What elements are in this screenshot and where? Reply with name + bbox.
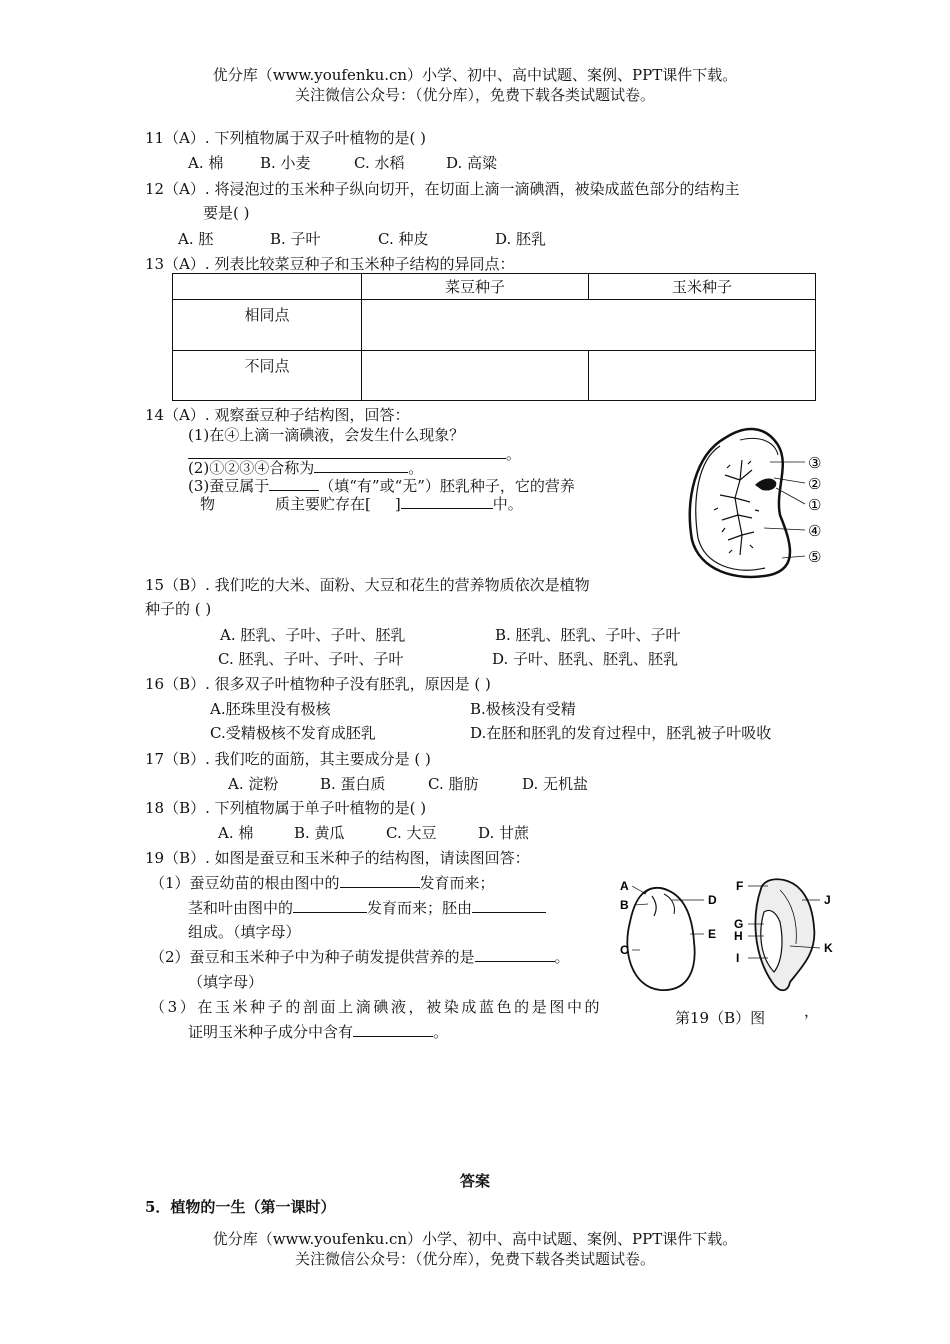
label-1: ① bbox=[808, 497, 822, 514]
label-f: F bbox=[736, 879, 744, 893]
broad-bean-seed-diagram bbox=[680, 420, 840, 585]
q14-part-3-line-2: 物 质主要贮存在[ ] 中。 bbox=[200, 495, 523, 513]
label-2: ② bbox=[808, 476, 822, 493]
answer-blank[interactable] bbox=[401, 493, 493, 509]
label-h: H bbox=[734, 929, 743, 943]
table-cell-diff-bean[interactable] bbox=[362, 351, 589, 401]
q18-option-c: C. 大豆 bbox=[386, 824, 437, 842]
table-row-differences: 不同点 bbox=[173, 351, 362, 401]
q19-part-2-line-2: （填字母） bbox=[188, 973, 264, 991]
table-row-similarities: 相同点 bbox=[173, 300, 362, 351]
answer-blank[interactable] bbox=[293, 897, 367, 913]
bean-seed-outline bbox=[627, 888, 694, 990]
label-d: D bbox=[708, 893, 717, 907]
label-3: ③ bbox=[808, 455, 822, 472]
q11-option-a: A. 棉 bbox=[188, 154, 224, 172]
q11-stem: 11（A）. 下列植物属于双子叶植物的是( ) bbox=[145, 129, 426, 147]
answer-blank[interactable] bbox=[314, 457, 408, 473]
q19-part-3: （3）在玉米种子的剖面上滴碘液，被染成蓝色的是图中的 bbox=[150, 998, 603, 1016]
q16-option-b: B.极核没有受精 bbox=[470, 700, 576, 718]
label-c: C bbox=[620, 943, 629, 957]
table-header-corn: 玉米种子 bbox=[589, 274, 816, 300]
answers-section: 5．植物的一生（第一课时） bbox=[145, 1198, 336, 1216]
table-cell-similarities[interactable] bbox=[362, 300, 816, 351]
answer-blank[interactable] bbox=[472, 897, 546, 913]
header-line-2: 关注微信公众号：（优分库），免费下载各类试题试卷。 bbox=[294, 86, 655, 104]
radicle-shape bbox=[755, 478, 776, 490]
q14-part-1: (1)在④上滴一滴碘液，会发生什么现象？ bbox=[188, 426, 465, 444]
diagram-labels bbox=[808, 455, 821, 566]
q17-option-a: A. 淀粉 bbox=[228, 775, 279, 793]
bean-radicle bbox=[664, 894, 675, 914]
answer-blank[interactable] bbox=[475, 946, 555, 962]
answers-title: 答案 bbox=[459, 1172, 490, 1190]
q14-part-3: (3)蚕豆属于 （填“有”或“无”）胚乳种子，它的营养 bbox=[188, 477, 575, 495]
footer-line-1: 优分库（www.youfenku.cn）小学、初中、高中试题、案例、PPT课件下载。 bbox=[212, 1230, 738, 1248]
q12-option-c: C. 种皮 bbox=[378, 230, 429, 248]
q18-stem: 18（B）. 下列植物属于单子叶植物的是( ) bbox=[145, 799, 427, 817]
q16-option-d: D.在胚和胚乳的发育过程中，胚乳被子叶吸收 bbox=[470, 724, 772, 742]
q19-part-3-comma: ， bbox=[804, 1002, 820, 1020]
q14-part-1-answer: 。 bbox=[188, 443, 521, 464]
q19-part-2: （2）蚕豆和玉米种子中为种子萌发提供营养的是 。 bbox=[150, 948, 570, 966]
table-header-kidney-bean: 菜豆种子 bbox=[362, 274, 589, 300]
cotyledon-veins bbox=[714, 460, 759, 555]
figure-caption: 第19（B）图 bbox=[675, 1009, 766, 1027]
label-j: J bbox=[824, 893, 831, 907]
q15-option-b: B. 胚乳、胚乳、子叶、子叶 bbox=[495, 626, 681, 644]
answer-blank[interactable] bbox=[353, 1021, 433, 1037]
q18-option-a: A. 棉 bbox=[218, 824, 254, 842]
q19-part-1: （1）蚕豆幼苗的根由图中的 发育而来； bbox=[150, 874, 495, 892]
q12-option-b: B. 子叶 bbox=[270, 230, 321, 248]
q12-stem: 12（A）. 将浸泡过的玉米种子纵向切开，在切面上滴一滴碘酒，被染成蓝色部分的结构主 bbox=[145, 180, 740, 198]
label-4: ④ bbox=[808, 523, 822, 540]
label-k: K bbox=[824, 941, 833, 955]
q17-option-b: B. 蛋白质 bbox=[320, 775, 386, 793]
q11-option-c: C. 水稻 bbox=[354, 154, 405, 172]
q19-part-1-line-2: 茎和叶由图中的 发育而来；胚由 bbox=[188, 897, 546, 918]
q19-part-3-line-2: 证明玉米种子成分中含有 。 bbox=[188, 1023, 449, 1041]
label-5: ⑤ bbox=[808, 549, 822, 566]
q14-stem: 14（A）. 观察蚕豆种子结构图，回答： bbox=[145, 406, 410, 424]
q18-option-b: B. 黄瓜 bbox=[294, 824, 345, 842]
q16-option-c: C.受精极核不发育成胚乳 bbox=[210, 724, 376, 742]
header-line-1: 优分库（www.youfenku.cn）小学、初中、高中试题、案例、PPT课件下载。 bbox=[212, 66, 738, 84]
label-g: G bbox=[734, 917, 744, 931]
q15-option-d: D. 子叶、胚乳、胚乳、胚乳 bbox=[492, 650, 679, 668]
bean-and-corn-seed-diagram bbox=[612, 872, 842, 997]
table-cell-diff-corn[interactable] bbox=[589, 351, 816, 401]
table-header-empty bbox=[173, 274, 362, 300]
q17-option-c: C. 脂肪 bbox=[428, 775, 479, 793]
q15-option-c: C. 胚乳、子叶、子叶、子叶 bbox=[218, 650, 404, 668]
label-a: A bbox=[620, 879, 629, 893]
q12-option-d: D. 胚乳 bbox=[495, 230, 547, 248]
q17-stem: 17（B）. 我们吃的面筋，其主要成分是 ( ) bbox=[145, 750, 431, 768]
q19-part-1-line-3: 组成。（填字母） bbox=[188, 923, 301, 941]
q15-option-a: A. 胚乳、子叶、子叶、胚乳 bbox=[220, 626, 406, 644]
plumule-outline bbox=[740, 438, 778, 455]
q13-stem: 13（A）. 列表比较菜豆种子和玉米种子结构的异同点： bbox=[145, 255, 515, 273]
bean-hypocotyl bbox=[652, 896, 656, 916]
label-e: E bbox=[708, 927, 717, 941]
answer-blank[interactable] bbox=[340, 872, 420, 888]
q16-stem: 16（B）. 很多双子叶植物种子没有胚乳，原因是 ( ) bbox=[145, 675, 491, 693]
q19-stem: 19（B）. 如图是蚕豆和玉米种子的结构图，请读图回答： bbox=[145, 849, 530, 867]
label-b: B bbox=[620, 898, 629, 912]
q11-option-d: D. 高粱 bbox=[446, 154, 498, 172]
label-i: I bbox=[736, 951, 740, 965]
corn-seed bbox=[734, 879, 833, 990]
q12-option-a: A. 胚 bbox=[178, 230, 214, 248]
q18-option-d: D. 甘蔗 bbox=[478, 824, 530, 842]
q15-stem: 15（B）. 我们吃的大米、面粉、大豆和花生的营养物质依次是植物 bbox=[145, 576, 590, 594]
comparison-table bbox=[172, 273, 816, 401]
q14-part-2: (2)①②③④合称为 。 bbox=[188, 459, 424, 477]
q12-stem-2: 要是( ) bbox=[203, 204, 250, 222]
footer-line-2: 关注微信公众号：（优分库），免费下载各类试题试卷。 bbox=[294, 1250, 655, 1268]
q16-option-a: A.胚珠里没有极核 bbox=[210, 700, 331, 718]
label-lines bbox=[764, 462, 805, 558]
answer-blank[interactable] bbox=[269, 475, 319, 491]
bean-seed bbox=[620, 879, 717, 990]
q15-stem-2: 种子的 ( ) bbox=[145, 600, 212, 618]
q17-option-d: D. 无机盐 bbox=[522, 775, 589, 793]
q11-option-b: B. 小麦 bbox=[260, 154, 311, 172]
